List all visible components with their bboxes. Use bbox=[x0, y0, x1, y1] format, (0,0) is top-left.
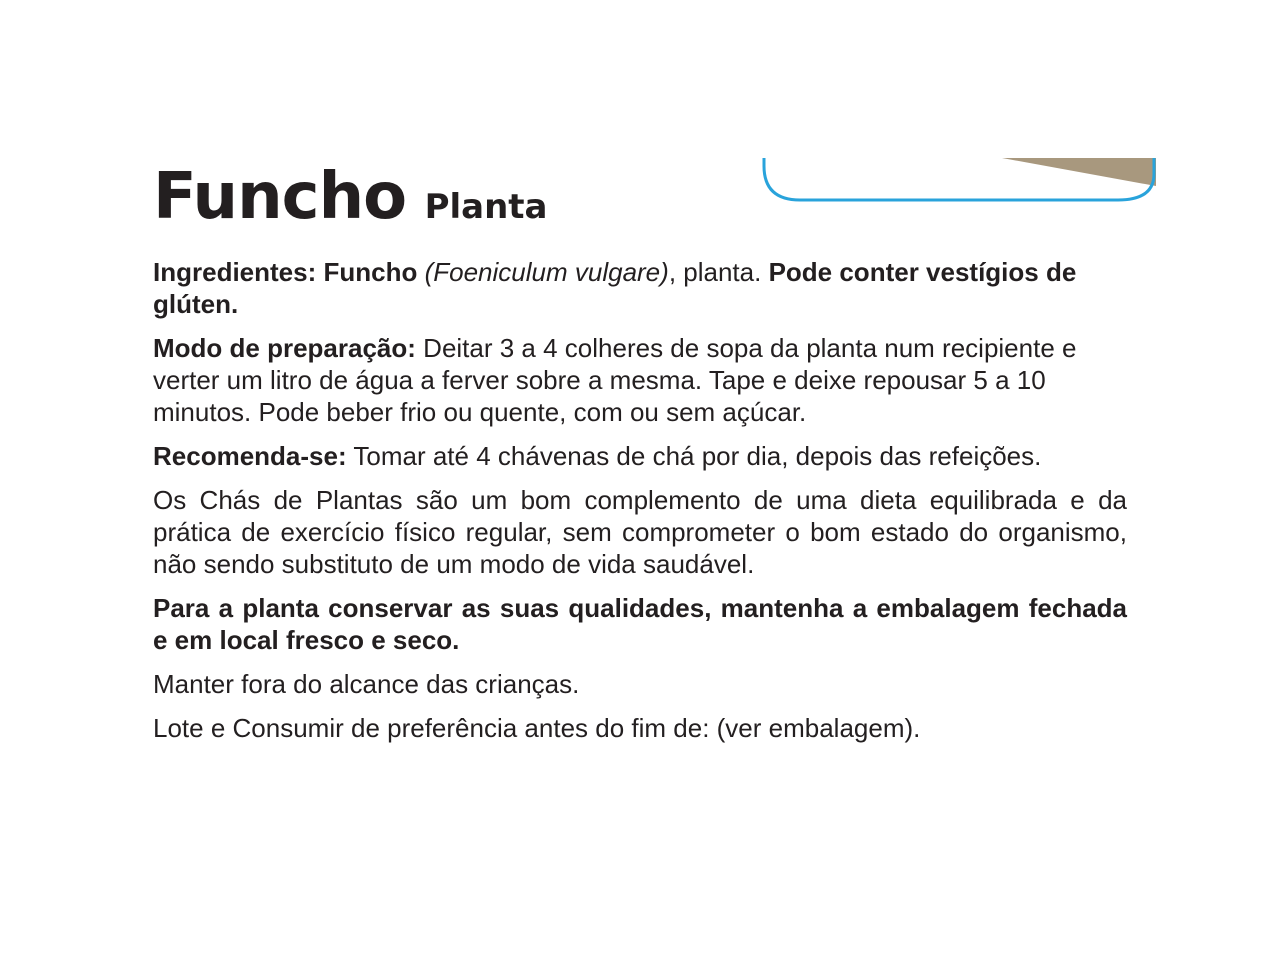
lot-expiry-note: Lote e Consumir de preferência antes do fim de: (ver embalagem). bbox=[153, 713, 921, 743]
complement-paragraph: Os Chás de Plantas são um bom complemento de uma dieta equilibrada e da prática de exercício físico regular, sem comprometer o bom estado do organismo, não sendo substituto de um modo de vida saudável. bbox=[153, 485, 1127, 579]
preparation-label: Modo de preparação: bbox=[153, 333, 416, 363]
kraft-paper-corner bbox=[1002, 158, 1156, 186]
recommendation-text: Tomar até 4 chávenas de chá por dia, depois das refeições. bbox=[353, 441, 1042, 471]
preparation-paragraph bbox=[153, 332, 1127, 428]
recommendation-paragraph bbox=[153, 440, 1127, 472]
children-warning: Manter fora do alcance das crianças. bbox=[153, 669, 580, 699]
label-frame-decoration bbox=[762, 158, 1156, 204]
allergen-warning: Pode conter vestígios de glúten. bbox=[153, 257, 1077, 319]
product-type: Planta bbox=[424, 187, 548, 227]
recommendation-label: Recomenda-se: bbox=[153, 441, 347, 471]
ingredient-latin-name: (Foeniculum vulgare) bbox=[424, 257, 669, 287]
ingredient-name: Funcho bbox=[323, 257, 418, 287]
preparation-text: Deitar 3 a 4 colheres de sopa da planta num recipiente e verter um litro de água a ferver sobre a mesma. Tape e deixe repousar 5 a 10 minutos. Pode beber frio ou quente, com ou sem açúcar. bbox=[153, 333, 1077, 427]
ingredients-paragraph bbox=[153, 256, 1127, 320]
label-text bbox=[153, 256, 1127, 756]
ingredients-label: Ingredientes: bbox=[153, 257, 317, 287]
ingredient-form: , planta. bbox=[668, 257, 762, 287]
product-name: Funcho bbox=[153, 160, 407, 234]
product-title bbox=[153, 160, 548, 234]
storage-paragraph: Para a planta conservar as suas qualidades, mantenha a embalagem fechada e em local fresco e seco. bbox=[153, 593, 1127, 655]
